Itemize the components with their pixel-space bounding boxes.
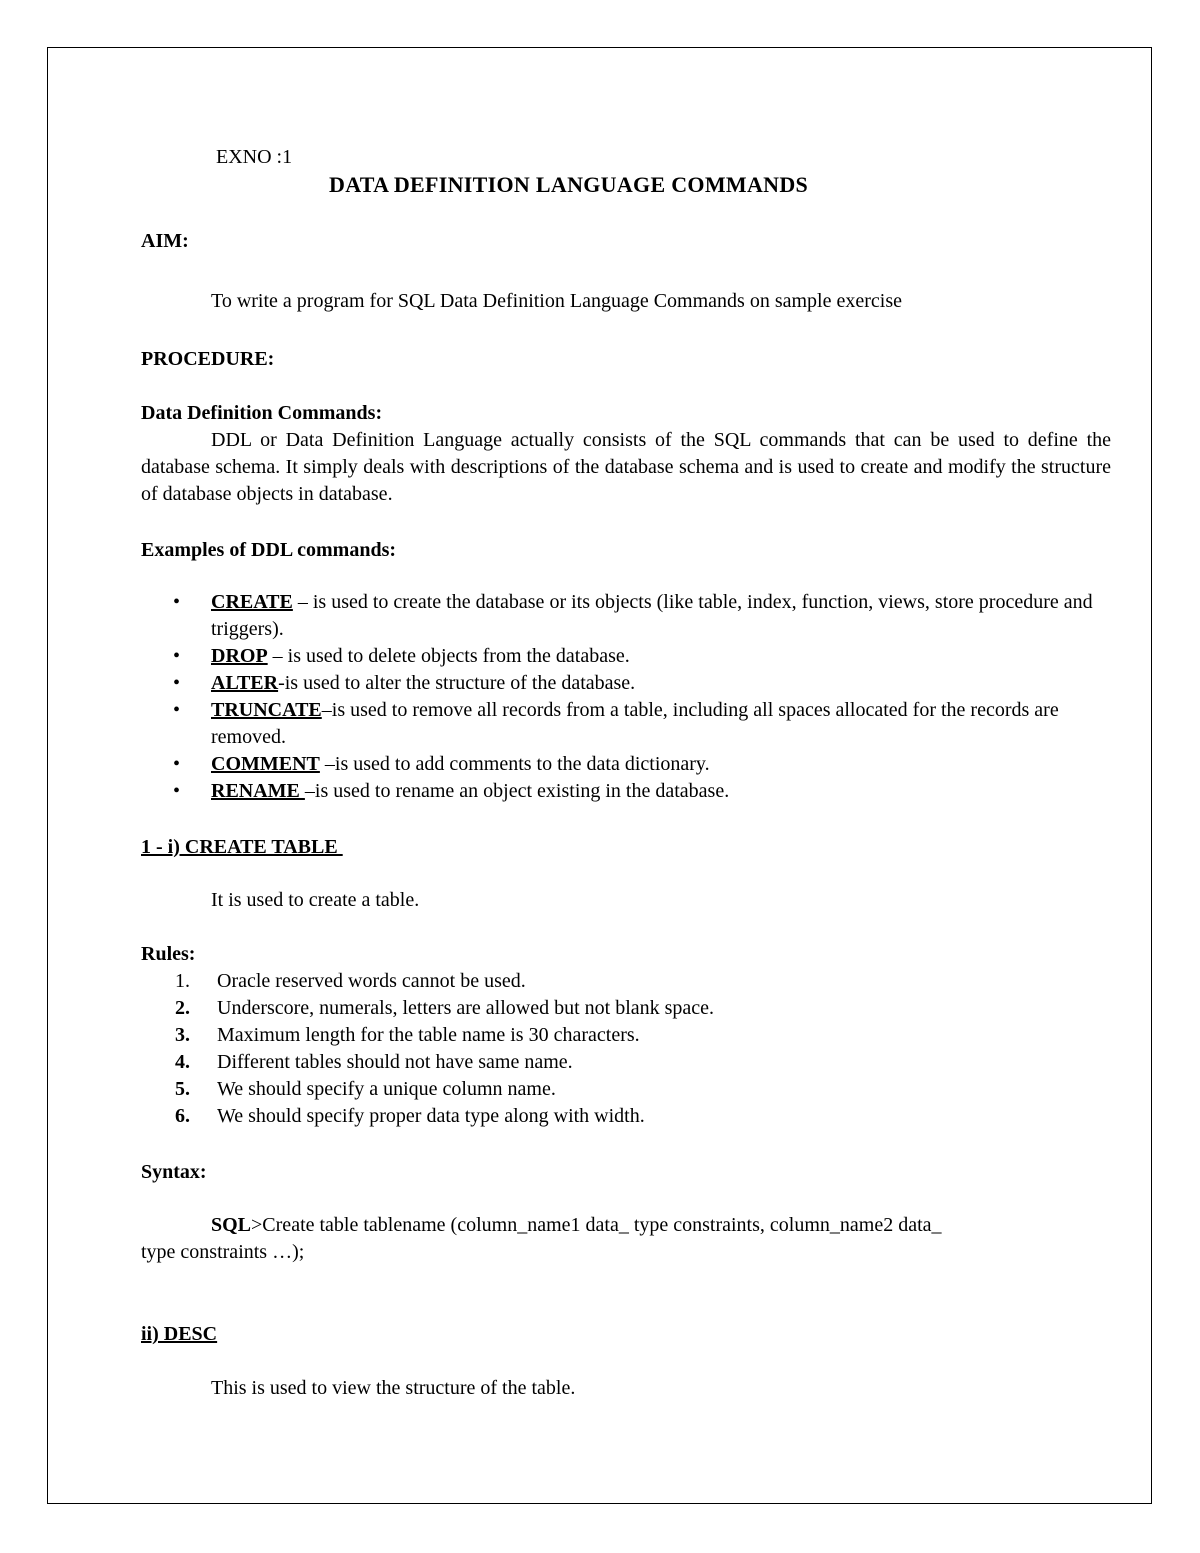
examples-heading: Examples of DDL commands:: [141, 539, 397, 561]
bullet: •: [173, 699, 181, 721]
syntax-line-2: type constraints …);: [141, 1241, 305, 1263]
list-item: [141, 995, 1041, 1022]
command-name: CREATE: [211, 591, 293, 613]
rule-number: 2.: [175, 997, 190, 1019]
rule-number: 6.: [175, 1105, 190, 1127]
syntax-text: >Create table tablename (column_name1 data_ type constraints, column_name2 data_: [251, 1214, 942, 1236]
command-name: RENAME: [211, 780, 305, 802]
list-item: [141, 1049, 1041, 1076]
syntax-line-1: [211, 1212, 942, 1239]
rule-text: We should specify a unique column name.: [217, 1078, 556, 1100]
rule-text: Underscore, numerals, letters are allowed but not blank space.: [217, 997, 715, 1019]
aim-heading: AIM:: [141, 230, 189, 252]
rule-number: 3.: [175, 1024, 190, 1046]
list-item: [141, 589, 1116, 643]
bullet: •: [173, 753, 181, 775]
create-table-heading: 1 - i) CREATE TABLE: [141, 836, 343, 858]
command-description: -is used to alter the structure of the database.: [278, 672, 636, 694]
ddl-intro-paragraph: DDL or Data Definition Language actually consists of the SQL commands that can be used to define the database schema. It simply deals with descriptions of the database schema and is used to create and modify the structure of database objects in database.: [141, 429, 1111, 505]
rule-text: We should specify proper data type along with width.: [217, 1105, 645, 1127]
ddl-command-list: [141, 589, 1116, 805]
rules-heading: Rules:: [141, 943, 196, 965]
ddl-heading: Data Definition Commands:: [141, 402, 383, 424]
sql-prompt: SQL: [211, 1214, 252, 1236]
bullet: •: [173, 645, 181, 667]
list-item: [141, 751, 1116, 778]
aim-text: To write a program for SQL Data Definition Language Commands on sample exercise: [211, 290, 902, 312]
command-description: –is used to rename an object existing in the database.: [304, 780, 730, 802]
document-title: DATA DEFINITION LANGUAGE COMMANDS: [329, 172, 809, 197]
list-item: [141, 643, 1116, 670]
rule-number: 5.: [175, 1078, 190, 1100]
rule-number: 4.: [175, 1051, 190, 1073]
bullet: •: [173, 591, 181, 613]
procedure-heading: PROCEDURE:: [141, 348, 275, 370]
list-item: [141, 670, 1116, 697]
command-name: ALTER: [211, 672, 279, 694]
list-item: [141, 697, 1116, 751]
bullet: •: [173, 780, 181, 802]
command-name: COMMENT: [211, 753, 320, 775]
command-description: –is used to add comments to the data dictionary.: [319, 753, 710, 775]
list-item: [141, 968, 1041, 995]
command-name: DROP: [211, 645, 268, 667]
exercise-number: EXNO :1: [216, 146, 293, 168]
command-description: –is used to remove all records from a table, including all spaces allocated for the records are removed.: [211, 699, 1059, 748]
rule-number: 1.: [175, 970, 190, 992]
rule-text: Different tables should not have same name.: [217, 1051, 573, 1073]
command-name: TRUNCATE: [211, 699, 322, 721]
rule-text: Oracle reserved words cannot be used.: [217, 970, 526, 992]
list-item: [141, 778, 1116, 805]
desc-heading: ii) DESC: [141, 1323, 218, 1345]
list-item: [141, 1103, 1041, 1130]
list-item: [141, 1022, 1041, 1049]
desc-text: This is used to view the structure of the table.: [211, 1377, 576, 1399]
command-description: – is used to create the database or its objects (like table, index, function, views, store procedure and triggers).: [211, 591, 1093, 640]
command-description: – is used to delete objects from the database.: [267, 645, 630, 667]
bullet: •: [173, 672, 181, 694]
create-table-text: It is used to create a table.: [211, 889, 420, 911]
syntax-heading: Syntax:: [141, 1161, 207, 1183]
rule-text: Maximum length for the table name is 30 characters.: [217, 1024, 640, 1046]
list-item: [141, 1076, 1041, 1103]
rules-list: [141, 968, 1041, 1130]
